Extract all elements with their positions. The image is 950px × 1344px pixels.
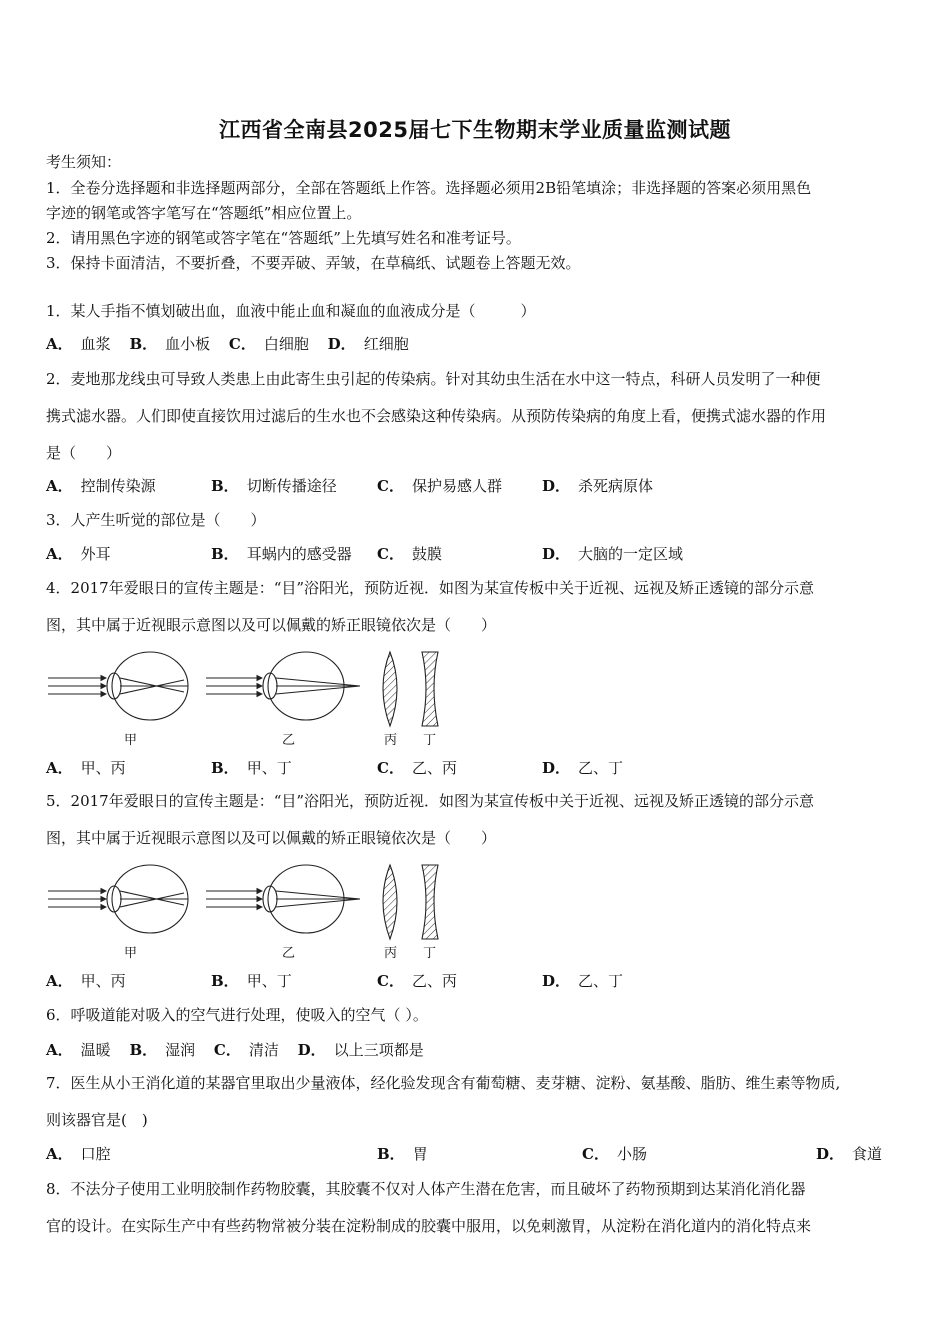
q4-option-c[interactable]: C． 乙、丙 [377, 759, 457, 777]
q4-option-d[interactable]: D． 乙、丁 [542, 759, 624, 777]
q5-option-b[interactable]: B． 甲、丁 [211, 972, 292, 990]
q3-option-b[interactable]: B． 耳蜗内的感受器 [211, 545, 352, 563]
eye-diagram-jia [48, 865, 188, 933]
q6-stem: 6．呼吸道能对吸入的空气进行处理，使吸入的空气（ ）。 [46, 1006, 428, 1024]
label-bing: 丙 [384, 946, 398, 961]
q1-option-b[interactable]: B． 血小板 [129, 335, 211, 353]
q5-stem-line: 图，其中属于近视眼示意图以及可以佩戴的矫正眼镜依次是（ ） [46, 829, 497, 847]
q5-eye-lens-figure [44, 861, 464, 961]
convex-lens-bing [383, 652, 397, 726]
q8-stem-line: 8．不法分子使用工业明胶制作药物胶囊，其胶囊不仅对人体产生潜在危害，而且破坏了药物预期到达某消化消化器 [46, 1180, 806, 1198]
q5-stem-line: 5．2017年爱眼日的宣传主题是：“目”浴阳光，预防近视．如图为某宣传板中关于近视、远视及矫正透镜的部分示意 [46, 792, 815, 810]
q5-option-a[interactable]: A． 甲、丙 [46, 972, 126, 990]
q6-option-a[interactable]: A． 温暖 [46, 1041, 111, 1059]
q4-option-b[interactable]: B． 甲、丁 [211, 759, 292, 777]
q1-options [46, 334, 423, 354]
q1-option-c[interactable]: C． 白细胞 [228, 335, 309, 353]
q2-stem-line: 携式滤水器。人们即使直接饮用过滤后的生水也不会感染这种传染病。从预防传染病的角度上看，便携式滤水器的作用 [46, 407, 827, 425]
eye-diagram-yi [206, 652, 360, 720]
page-title: 江西省全南县2025届七下生物期末学业质量监测试题 [219, 118, 731, 142]
convex-lens-bing [383, 865, 397, 939]
q2-option-c[interactable]: C． 保护易感人群 [377, 477, 502, 495]
q2-stem-line: 2．麦地那龙线虫可导致人类患上由此寄生虫引起的传染病。针对其幼虫生活在水中这一特点，科研人员发明了一种便 [46, 370, 821, 388]
q4-stem-line: 4．2017年爱眼日的宣传主题是：“目”浴阳光，预防近视．如图为某宣传板中关于近视、远视及矫正透镜的部分示意 [46, 579, 815, 597]
q7-option-a[interactable]: A． 口腔 [46, 1145, 111, 1163]
notice-heading: 考生须知： [46, 153, 122, 171]
eye-diagram-yi [206, 865, 360, 933]
notice-line: 3．保持卡面清洁，不要折叠，不要弄破、弄皱，在草稿纸、试题卷上答题无效。 [46, 254, 581, 272]
q4-eye-lens-figure [44, 648, 464, 748]
q3-stem: 3．人产生听觉的部位是（ ） [46, 511, 266, 529]
q1-option-a[interactable]: A． 血浆 [46, 335, 111, 353]
q2-option-b[interactable]: B． 切断传播途径 [211, 477, 337, 495]
label-yi: 乙 [282, 946, 296, 961]
q4-stem-line: 图，其中属于近视眼示意图以及可以佩戴的矫正眼镜依次是（ ） [46, 616, 497, 634]
label-bing: 丙 [384, 733, 398, 748]
q1-stem: 1．某人手指不慎划破出血，血液中能止血和凝血的血液成分是（ ） [46, 302, 536, 320]
q8-stem-line: 官的设计。在实际生产中有些药物常被分装在淀粉制成的胶囊中服用，以免刺激胃，从淀粉在消化道内的消化特点来 [46, 1217, 812, 1235]
q4-option-a[interactable]: A． 甲、丙 [46, 759, 126, 777]
q7-option-b[interactable]: B． 胃 [377, 1145, 428, 1163]
label-ding: 丁 [423, 946, 437, 961]
q6-option-c[interactable]: C． 清洁 [213, 1041, 279, 1059]
q5-option-c[interactable]: C． 乙、丙 [377, 972, 457, 990]
q1-option-d[interactable]: D． 红细胞 [327, 335, 409, 353]
q2-option-d[interactable]: D． 杀死病原体 [542, 477, 654, 495]
q6-option-d[interactable]: D． 以上三项都是 [297, 1041, 424, 1059]
q2-option-a[interactable]: A． 控制传染源 [46, 477, 156, 495]
q7-stem-line: 7．医生从小王消化道的某器官里取出少量液体，经化验发现含有葡萄糖、麦芽糖、淀粉、氨基酸、脂肪、维生素等物质, [46, 1074, 841, 1092]
q5-option-d[interactable]: D． 乙、丁 [542, 972, 624, 990]
q6-option-b[interactable]: B． 湿润 [129, 1041, 196, 1059]
q6-options [46, 1040, 438, 1060]
q7-stem-line: 则该器官是( ) [46, 1111, 148, 1129]
q7-option-c[interactable]: C． 小肠 [582, 1145, 647, 1163]
q2-stem-line: 是（ ） [46, 444, 122, 462]
q3-option-c[interactable]: C． 鼓膜 [377, 545, 442, 563]
eye-diagram-jia [48, 652, 188, 720]
notice-line: 字迹的钢笔或答字笔写在“答题纸”相应位置上。 [46, 204, 362, 222]
notice-line: 2．请用黑色字迹的钢笔或答字笔在“答题纸”上先填写姓名和准考证号。 [46, 229, 521, 247]
q3-option-a[interactable]: A． 外耳 [46, 545, 111, 563]
concave-lens-ding [422, 652, 438, 726]
q3-option-d[interactable]: D． 大脑的一定区域 [542, 545, 684, 563]
label-jia: 甲 [124, 946, 138, 961]
q7-option-d[interactable]: D． 食道 [816, 1145, 883, 1163]
concave-lens-ding [422, 865, 438, 939]
label-ding: 丁 [423, 733, 437, 748]
notice-line: 1．全卷分选择题和非选择题两部分，全部在答题纸上作答。选择题必须用2B铅笔填涂；非选择题的答案必须用黑色 [46, 179, 812, 197]
label-jia: 甲 [124, 733, 138, 748]
label-yi: 乙 [282, 733, 296, 748]
